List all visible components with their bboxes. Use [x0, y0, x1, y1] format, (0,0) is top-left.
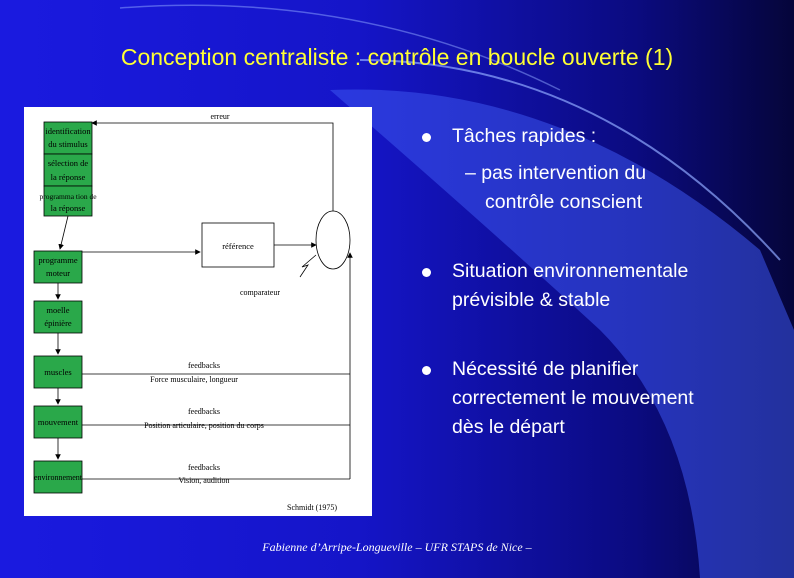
box-reference	[202, 223, 274, 267]
bullet-3-line3: dès le départ	[452, 416, 565, 438]
slide-title: Conception centraliste : contrôle en boucle ouverte (1)	[120, 44, 674, 70]
box-moelle	[34, 301, 82, 333]
box-programme-line1: programme	[38, 255, 78, 265]
box-identification	[44, 122, 92, 154]
box-programmation-line1: programma tion de	[39, 192, 97, 201]
erreur-arrow	[92, 123, 333, 211]
feedback3-line1: feedbacks	[188, 463, 220, 472]
schmidt-diagram	[24, 107, 372, 516]
bullet-dot	[422, 268, 431, 277]
box-programmation	[39, 186, 97, 216]
box-reference-label: référence	[222, 241, 254, 251]
box-identification-line2: du stimulus	[48, 139, 88, 149]
box-environnement	[34, 461, 83, 493]
source-label: Schmidt (1975)	[287, 503, 337, 512]
feedback1-line2: Force musculaire, longueur	[150, 375, 238, 384]
box-identification-line1: identification	[45, 126, 91, 136]
box-programme-line2: moteur	[45, 268, 71, 278]
feedback3-line2: Vision, audition	[178, 476, 230, 485]
bullet-3-line2: correctement le mouvement	[452, 387, 694, 409]
feedback1-line1: feedbacks	[188, 361, 220, 370]
box-selection-line1: sélection de	[47, 158, 89, 168]
box-moelle-line1: moelle	[46, 305, 70, 315]
box-mouvement	[34, 406, 82, 438]
box-moelle-line2: épinière	[44, 318, 72, 328]
comparator-ellipse	[316, 211, 350, 269]
bullet-1-sub1: – pas intervention du	[465, 162, 647, 184]
bullet-3-line1: Nécessité de planifier	[452, 358, 639, 380]
comparator-pointer	[300, 255, 316, 277]
bullet-dot	[422, 366, 431, 375]
feedback2-line2: Position articulaire, position du corps	[144, 421, 264, 430]
feedback2-line1: feedbacks	[188, 407, 220, 416]
box-selection-line2: la réponse	[50, 172, 86, 182]
box-programmation-line2: la réponse	[50, 203, 86, 213]
box-muscles-label: muscles	[44, 367, 72, 377]
box-programme-moteur	[34, 251, 82, 283]
box-selection	[44, 154, 92, 186]
bullet-1-line1: Tâches rapides :	[452, 125, 597, 147]
bullet-dot	[422, 133, 431, 142]
box-muscles	[34, 356, 82, 388]
erreur-label: erreur	[210, 112, 230, 121]
bullet-1-sub2: contrôle conscient	[485, 191, 643, 213]
box-environnement-label: environnement	[34, 473, 82, 482]
box-mouvement-label: mouvement	[37, 417, 79, 427]
bullet-2-line1: Situation environnementale	[452, 260, 689, 282]
comparateur-label: comparateur	[240, 288, 280, 297]
bullet-2-line2: prévisible & stable	[452, 289, 611, 311]
arrow-prog-moteur	[60, 216, 68, 249]
footer: Fabienne d’Arripe-Longueville – UFR STAPS de Nice –	[262, 540, 532, 554]
